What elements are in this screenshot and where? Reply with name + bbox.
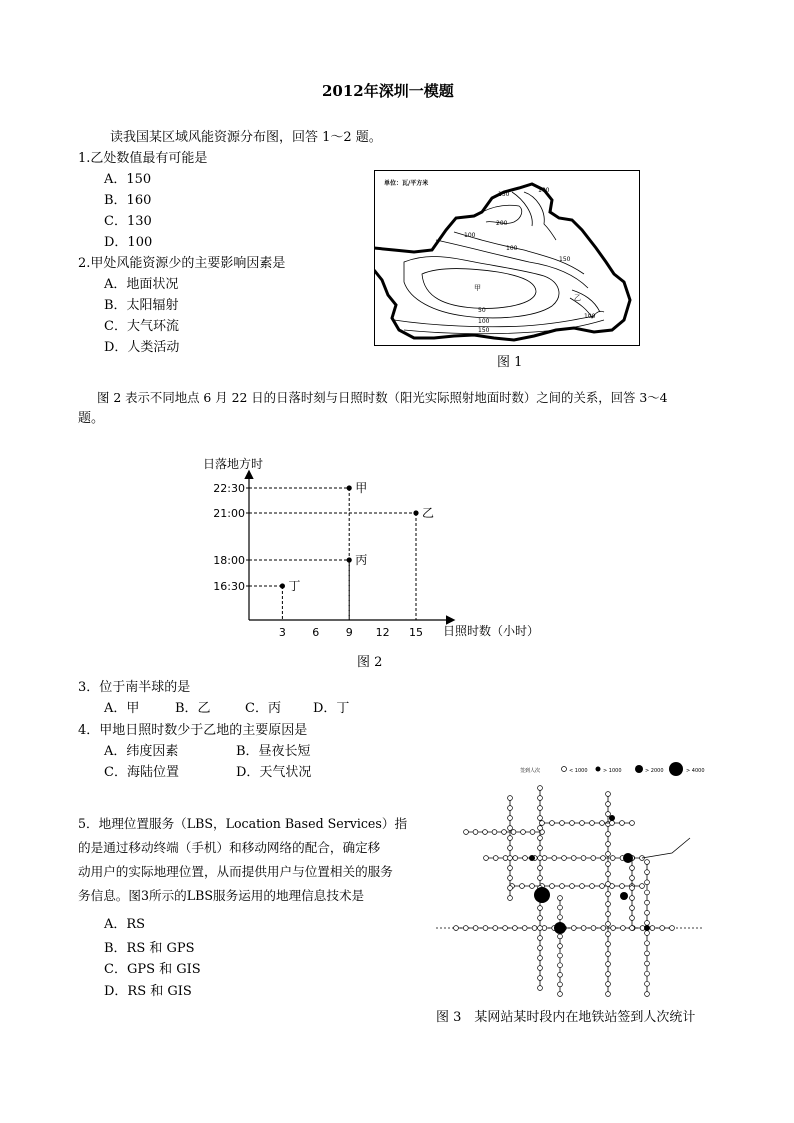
metro-station xyxy=(558,972,563,977)
question-4-option-a: A．纬度因素 xyxy=(104,744,179,759)
metro-station xyxy=(650,926,655,931)
contour-label: 50 xyxy=(478,307,486,314)
metro-station xyxy=(550,821,555,826)
metro-station xyxy=(558,934,563,939)
metro-station xyxy=(645,961,650,966)
metro-station xyxy=(508,866,513,871)
metro-hub-station xyxy=(529,855,535,861)
legend-label: > 4000 xyxy=(686,768,705,774)
metro-station xyxy=(645,921,650,926)
metro-station xyxy=(538,916,543,921)
metro-station xyxy=(620,884,625,889)
question-4-option-d: D．天气状况 xyxy=(236,765,312,780)
metro-station xyxy=(630,821,635,826)
x-tick-label: 9 xyxy=(345,626,353,639)
metro-station xyxy=(570,821,575,826)
metro-station xyxy=(508,846,513,851)
metro-station xyxy=(538,826,543,831)
metro-station xyxy=(463,926,468,931)
metro-station xyxy=(538,786,543,791)
metro-station xyxy=(645,900,650,905)
contour-label: 100 xyxy=(584,313,596,320)
metro-station xyxy=(600,821,605,826)
question-1-option-d: D．100 xyxy=(104,235,153,250)
y-tick-label: 16:30 xyxy=(213,580,245,593)
metro-station xyxy=(511,830,516,835)
metro-station xyxy=(538,866,543,871)
metro-station xyxy=(590,821,595,826)
legend-label: < 1000 xyxy=(569,768,588,774)
metro-station xyxy=(484,856,489,861)
metro-station xyxy=(558,992,563,997)
metro-station xyxy=(581,926,586,931)
metro-station xyxy=(503,926,508,931)
metro-station xyxy=(558,905,563,910)
metro-station xyxy=(558,944,563,949)
metro-station xyxy=(538,906,543,911)
question-4-stem: 4．甲地日照时数少于乙地的主要原因是 xyxy=(78,723,308,738)
metro-station xyxy=(538,936,543,941)
question-3-option-a: A．甲 xyxy=(104,701,140,716)
legend-label: > 2000 xyxy=(645,768,664,774)
metro-station xyxy=(606,942,611,947)
question-3-option-d: D．丁 xyxy=(313,701,350,716)
x-tick-label: 3 xyxy=(278,626,286,639)
figure-2-caption: 图 2 xyxy=(357,655,383,670)
legend-dot-xlarge xyxy=(669,762,683,776)
metro-station xyxy=(606,972,611,977)
metro-station xyxy=(630,906,635,911)
page-title: 2012年深圳一模题 xyxy=(322,82,454,100)
metro-station xyxy=(538,926,543,931)
question-5-option-a: A．RS xyxy=(104,917,146,932)
data-point-label: 丙 xyxy=(355,553,368,567)
contour-label: 100 xyxy=(538,187,550,194)
question-5-option-d: D．RS 和 GIS xyxy=(104,984,192,999)
legend-dot-medium xyxy=(596,767,601,772)
metro-station xyxy=(601,856,606,861)
metro-station xyxy=(562,856,567,861)
metro-station xyxy=(552,856,557,861)
question-5-line-2: 的是通过移动终端（手机）和移动网络的配合，确定移 xyxy=(78,840,381,855)
metro-station xyxy=(521,830,526,835)
metro-hub-station xyxy=(534,887,550,903)
metro-station xyxy=(571,926,576,931)
metro-station xyxy=(645,992,650,997)
metro-station xyxy=(513,926,518,931)
metro-station xyxy=(560,884,565,889)
legend-dot-small xyxy=(562,767,567,772)
metro-station xyxy=(645,971,650,976)
metro-station xyxy=(630,876,635,881)
metro-station xyxy=(483,830,488,835)
question-2-stem: 2.甲处风能资源少的主要影响因素是 xyxy=(78,256,286,271)
question-2-option-d: D．人类活动 xyxy=(104,340,180,355)
metro-station xyxy=(590,884,595,889)
metro-hub-station xyxy=(609,815,615,821)
map-unit-label: 单位：瓦/平方米 xyxy=(384,180,429,187)
figure-1-wind-map xyxy=(374,170,640,346)
metro-station xyxy=(606,882,611,887)
metro-station xyxy=(645,890,650,895)
question-4-option-b: B．昼夜长短 xyxy=(236,744,311,759)
metro-station xyxy=(606,992,611,997)
contour-label: 150 xyxy=(478,327,490,334)
metro-station xyxy=(630,896,635,901)
metro-station xyxy=(540,821,545,826)
metro-station xyxy=(538,856,543,861)
metro-hub-station xyxy=(620,892,628,900)
metro-station xyxy=(538,836,543,841)
metro-station xyxy=(558,896,563,901)
metro-station xyxy=(630,886,635,891)
metro-station xyxy=(538,946,543,951)
figure-3-subway-map xyxy=(432,758,718,1004)
data-point xyxy=(413,510,418,515)
metro-station xyxy=(542,856,547,861)
metro-station xyxy=(630,866,635,871)
contour-label: 100 xyxy=(506,245,518,252)
intro-text-2-line-2: 题。 xyxy=(78,411,105,426)
metro-station xyxy=(640,884,645,889)
metro-station xyxy=(600,884,605,889)
metro-station xyxy=(606,852,611,857)
metro-station xyxy=(606,962,611,967)
metro-station xyxy=(606,982,611,987)
data-point-label: 甲 xyxy=(355,481,368,495)
location-jia-label: 甲 xyxy=(474,284,481,292)
figure-3-caption: 图 3 某网站某时段内在地铁站签到人次统计 xyxy=(436,1010,696,1025)
metro-station xyxy=(645,951,650,956)
metro-station xyxy=(630,916,635,921)
contour-label: 150 xyxy=(559,256,571,263)
x-tick-label: 12 xyxy=(375,626,390,639)
intro-text-1: 读我国某区域风能资源分布图，回答 1～2 题。 xyxy=(110,130,382,145)
metro-station xyxy=(523,856,528,861)
metro-station xyxy=(508,876,513,881)
metro-station xyxy=(508,796,513,801)
metro-station xyxy=(483,926,488,931)
metro-station xyxy=(538,956,543,961)
metro-station xyxy=(621,926,626,931)
metro-station xyxy=(670,926,675,931)
metro-station xyxy=(538,816,543,821)
question-1-option-a: A．150 xyxy=(104,172,152,187)
metro-station xyxy=(522,926,527,931)
metro-station xyxy=(530,884,535,889)
metro-station xyxy=(558,915,563,920)
metro-station xyxy=(645,981,650,986)
figure-1-caption: 图 1 xyxy=(497,355,523,370)
contour-label: 150 xyxy=(498,191,510,198)
metro-station xyxy=(508,816,513,821)
metro-station xyxy=(538,806,543,811)
metro-station xyxy=(591,856,596,861)
metro-station xyxy=(558,953,563,958)
metro-hub-station xyxy=(554,922,566,934)
contour-label: 100 xyxy=(464,232,476,239)
location-yi-label: 乙 xyxy=(574,294,581,302)
question-1-option-c: C．130 xyxy=(104,214,152,229)
metro-station xyxy=(610,821,615,826)
metro-station xyxy=(606,862,611,867)
y-tick-label: 18:00 xyxy=(213,554,245,567)
metro-station xyxy=(601,926,606,931)
contour-label: 200 xyxy=(496,220,508,227)
metro-station xyxy=(550,884,555,889)
metro-station xyxy=(630,926,635,931)
metro-station xyxy=(611,926,616,931)
metro-station xyxy=(503,856,508,861)
metro-station xyxy=(580,821,585,826)
legend-dot-large xyxy=(635,765,643,773)
question-3-option-b: B．乙 xyxy=(175,701,211,716)
y-tick-label: 21:00 xyxy=(213,507,245,520)
metro-station xyxy=(606,912,611,917)
metro-station xyxy=(493,926,498,931)
metro-station xyxy=(606,832,611,837)
x-tick-label: 15 xyxy=(409,626,423,639)
metro-station xyxy=(571,856,576,861)
metro-station xyxy=(606,922,611,927)
figure-2-chart xyxy=(195,448,545,648)
question-1-option-b: B．160 xyxy=(104,193,152,208)
metro-station xyxy=(508,896,513,901)
metro-station xyxy=(464,830,469,835)
metro-station xyxy=(645,910,650,915)
metro-station xyxy=(570,884,575,889)
metro-station xyxy=(645,860,650,865)
metro-station xyxy=(492,830,497,835)
metro-station xyxy=(580,884,585,889)
metro-line xyxy=(642,838,690,858)
question-2-option-c: C．大气环流 xyxy=(104,319,179,334)
x-axis-label: 日照时数（小时） xyxy=(443,624,540,638)
metro-station xyxy=(508,856,513,861)
contour-label: 100 xyxy=(478,318,490,325)
question-5-option-b: B．RS 和 GPS xyxy=(104,941,195,956)
y-axis-label: 日落地方时 xyxy=(203,457,264,471)
metro-station xyxy=(610,856,615,861)
metro-station xyxy=(538,986,543,991)
metro-station xyxy=(558,982,563,987)
data-point-label: 丁 xyxy=(288,579,301,593)
metro-station xyxy=(606,792,611,797)
question-5-line-1: 5．地理位置服务（LBS，Location Based Services）指 xyxy=(78,816,408,831)
metro-station xyxy=(606,842,611,847)
data-point xyxy=(280,583,285,588)
question-5-line-4: 务信息。图3所示的LBS服务运用的地理信息技术是 xyxy=(78,888,365,903)
metro-hub-station xyxy=(623,853,633,863)
metro-station xyxy=(560,821,565,826)
metro-station xyxy=(454,926,459,931)
metro-station xyxy=(513,856,518,861)
metro-station xyxy=(606,872,611,877)
metro-station xyxy=(606,932,611,937)
metro-station xyxy=(606,892,611,897)
metro-station xyxy=(645,931,650,936)
metro-station xyxy=(538,976,543,981)
metro-station xyxy=(606,952,611,957)
question-5-line-3: 动用户的实际地理位置，从而提供用户与位置相关的服务 xyxy=(78,864,393,879)
data-point-label: 乙 xyxy=(422,506,435,520)
metro-station xyxy=(645,941,650,946)
metro-station xyxy=(620,821,625,826)
metro-station xyxy=(606,802,611,807)
metro-station xyxy=(606,902,611,907)
question-2-option-a: A．地面状况 xyxy=(104,277,179,292)
metro-station xyxy=(508,886,513,891)
metro-station xyxy=(606,812,611,817)
metro-station xyxy=(538,796,543,801)
metro-station xyxy=(591,926,596,931)
metro-station xyxy=(508,806,513,811)
metro-station xyxy=(473,926,478,931)
data-point xyxy=(347,485,352,490)
x-tick-label: 6 xyxy=(312,626,320,639)
metro-station xyxy=(581,856,586,861)
intro-text-2-line-1: 图 2 表示不同地点 6 月 22 日的日落时刻与日照时数（阳光实际照射地面时数）之间的关系，回答 3～4 xyxy=(97,390,668,405)
y-tick-label: 22:30 xyxy=(213,482,245,495)
legend-label: > 1000 xyxy=(603,768,622,774)
metro-station xyxy=(493,856,498,861)
metro-station xyxy=(508,826,513,831)
question-2-option-b: B．太阳辐射 xyxy=(104,298,179,313)
metro-station xyxy=(645,880,650,885)
metro-station xyxy=(532,926,537,931)
metro-hub-station xyxy=(644,925,650,931)
metro-station xyxy=(530,830,535,835)
question-3-option-c: C．丙 xyxy=(245,701,281,716)
metro-station xyxy=(538,876,543,881)
question-4-option-c: C．海陆位置 xyxy=(104,765,179,780)
metro-station xyxy=(508,836,513,841)
legend-title: 签到人次 xyxy=(520,768,541,774)
data-point xyxy=(347,557,352,562)
metro-station xyxy=(538,966,543,971)
metro-station xyxy=(473,830,478,835)
question-1-stem: 1.乙处数值最有可能是 xyxy=(78,151,208,166)
question-5-option-c: C．GPS 和 GIS xyxy=(104,962,201,977)
metro-station xyxy=(502,830,507,835)
metro-station xyxy=(645,870,650,875)
metro-station xyxy=(538,846,543,851)
question-3-stem: 3．位于南半球的是 xyxy=(78,680,191,695)
metro-station xyxy=(558,963,563,968)
metro-station xyxy=(660,926,665,931)
metro-station xyxy=(520,884,525,889)
